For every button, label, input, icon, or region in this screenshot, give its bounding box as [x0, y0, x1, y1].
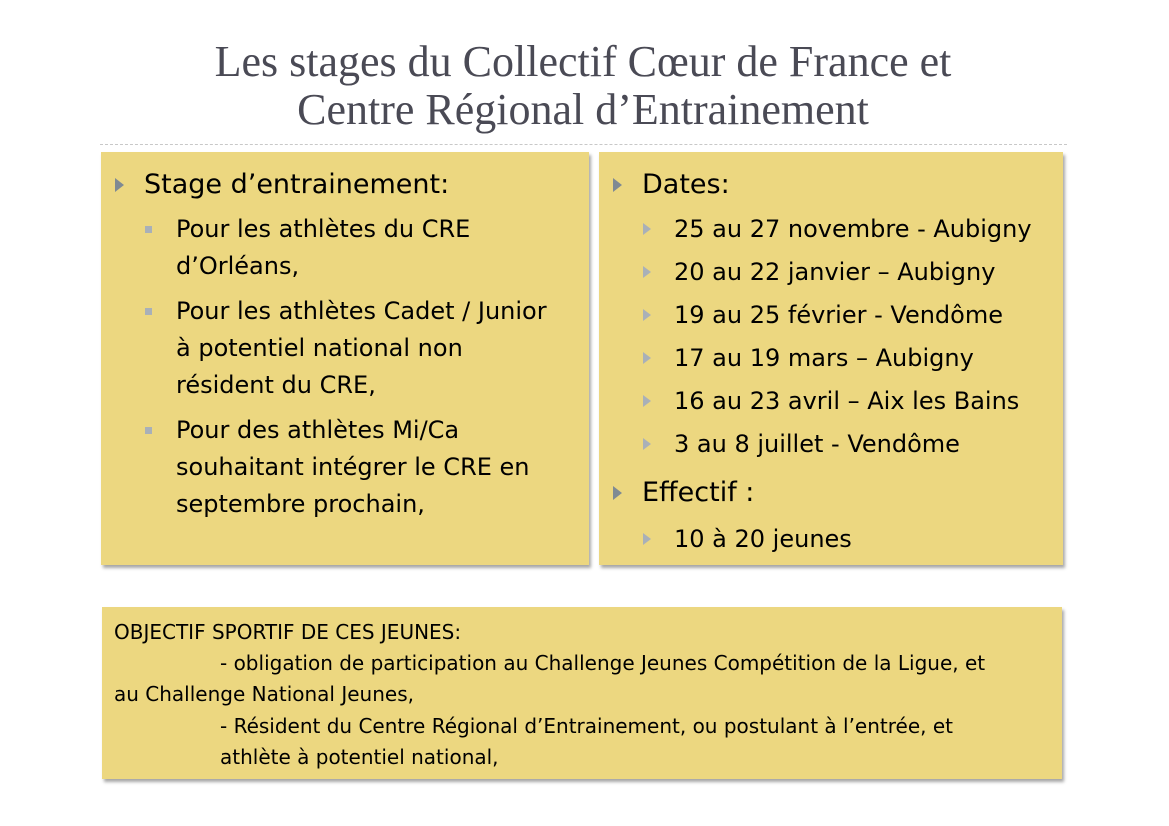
stage-item-1-line-1: Pour les athlètes du CRE: [176, 215, 471, 243]
objectif-point-1-line-1: - obligation de participation au Challenge Jeunes Compétition de la Ligue, et: [220, 651, 986, 675]
effectif-heading: Effectif :: [642, 477, 755, 508]
stage-item-2-line-1: Pour les athlètes Cadet / Junior: [176, 297, 547, 325]
stage-item-2-line-3: résident du CRE,: [176, 371, 376, 399]
date-item: 3 au 8 juillet - Vendôme: [674, 430, 960, 458]
small-triangle-right-icon: [643, 309, 651, 321]
small-triangle-right-icon: [643, 352, 651, 364]
date-item: 17 au 19 mars – Aubigny: [674, 344, 974, 372]
date-item: 19 au 25 février - Vendôme: [674, 301, 1003, 329]
objectif-point-2-line-1: - Résident du Centre Régional d’Entrainement, ou postulant à l’entrée, et: [220, 714, 953, 738]
small-triangle-right-icon: [643, 438, 651, 450]
slide-title-line-2: Centre Régional d’Entrainement: [297, 85, 869, 134]
triangle-right-icon: [613, 178, 622, 192]
title-divider: [100, 144, 1067, 145]
triangle-right-icon: [115, 178, 124, 192]
date-item: 25 au 27 novembre - Aubigny: [674, 215, 1032, 243]
dates-panel: [599, 152, 1063, 565]
square-bullet-icon: [145, 427, 152, 434]
slide-title-line-1: Les stages du Collectif Cœur de France et: [214, 37, 952, 86]
square-bullet-icon: [145, 226, 152, 233]
small-triangle-right-icon: [643, 266, 651, 278]
triangle-right-icon: [613, 486, 622, 500]
small-triangle-right-icon: [643, 223, 651, 235]
square-bullet-icon: [145, 308, 152, 315]
stage-item-3-line-1: Pour des athlètes Mi/Ca: [176, 416, 460, 444]
effectif-value: 10 à 20 jeunes: [674, 525, 852, 553]
objectif-point-1-line-2: au Challenge National Jeunes,: [114, 682, 414, 706]
stage-item-3-line-2: souhaitant intégrer le CRE en: [176, 453, 530, 481]
stage-heading: Stage d’entrainement:: [144, 169, 450, 200]
objectif-panel: [102, 607, 1062, 779]
date-item: 16 au 23 avril – Aix les Bains: [674, 387, 1020, 415]
objectif-point-2-line-2: athlète à potentiel national,: [220, 745, 499, 769]
slide-title: [60, 38, 1106, 134]
small-triangle-right-icon: [643, 395, 651, 407]
stage-panel: [101, 152, 589, 565]
objectif-heading: OBJECTIF SPORTIF DE CES JEUNES:: [114, 620, 462, 644]
small-triangle-right-icon: [643, 533, 651, 545]
date-item: 20 au 22 janvier – Aubigny: [674, 258, 996, 286]
stage-item-2-line-2: à potentiel national non: [176, 334, 463, 362]
stage-item-1-line-2: d’Orléans,: [176, 252, 300, 280]
dates-heading: Dates:: [642, 169, 730, 200]
stage-item-3-line-3: septembre prochain,: [176, 490, 425, 518]
